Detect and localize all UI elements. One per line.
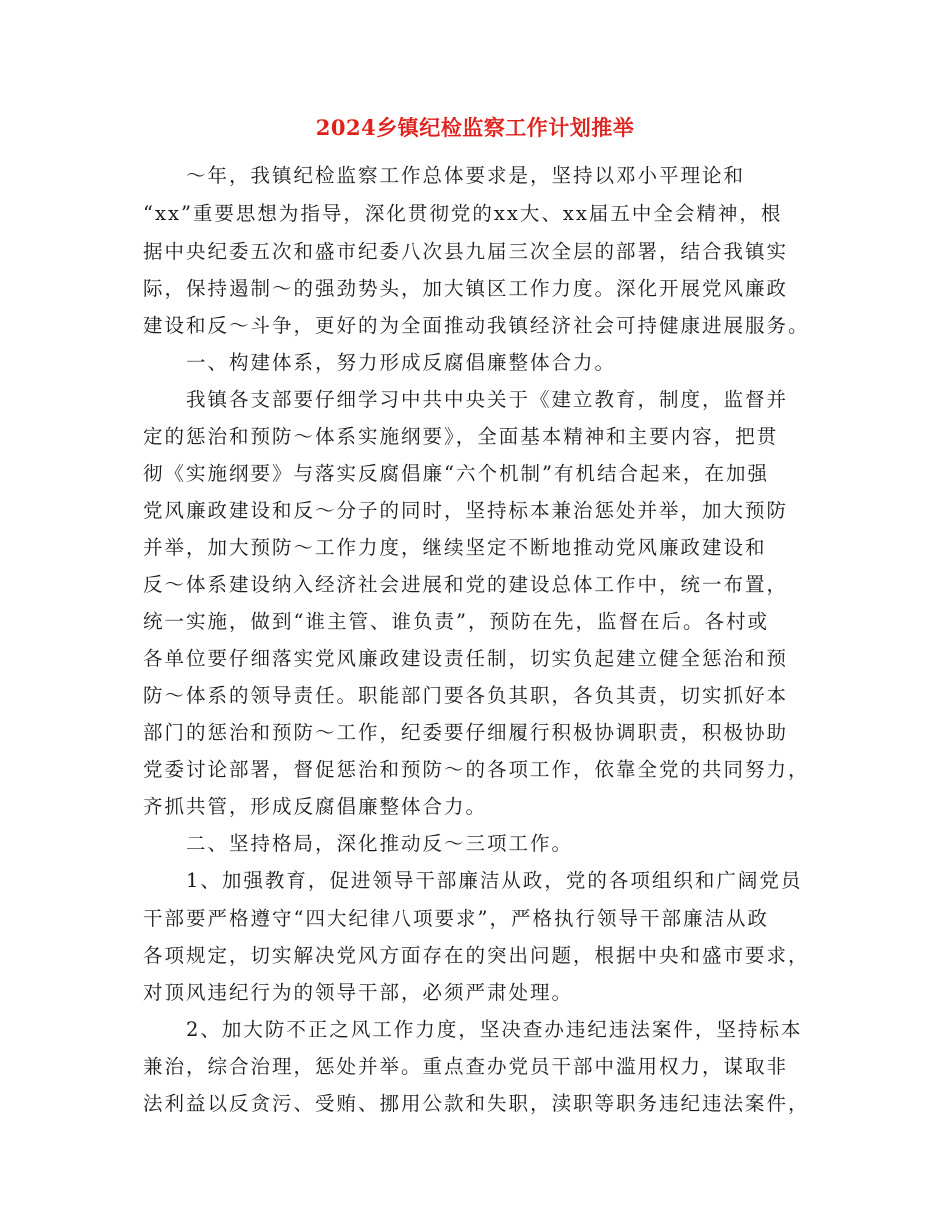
paragraph-line: 党委讨论部署，督促惩治和预防～的各项工作，依靠全党的共同努力， <box>143 758 810 781</box>
paragraph-line: 1、加强教育，促进领导干部廉洁从政，党的各项组织和广阔党员 <box>186 869 803 892</box>
paragraph-line: 2、加大防不正之风工作力度，坚决查办违纪违法案件，坚持标本 <box>186 1018 803 1041</box>
paragraph-line: 兼治，综合治理，惩处并举。重点查办党员干部中滥用权力，谋取非 <box>143 1055 789 1078</box>
paragraph-line: 各单位要仔细落实党风廉政建设责任制，切实负起建立健全惩治和预 <box>143 647 789 670</box>
paragraph-line: 各项规定，切实解决党风方面存在的突出问题，根据中央和盛市要求， <box>143 944 810 967</box>
paragraph-line: 防～体系的领导责任。职能部门要各负其职，各负其责，切实抓好本 <box>143 684 789 707</box>
paragraph-line: 并举，加大预防～工作力度，继续坚定不断地推动党风廉政建设和 <box>143 536 767 559</box>
paragraph-line: 统一实施，做到“谁主管、谁负责”，预防在先，监督在后。各村或 <box>143 610 769 633</box>
paragraph-line: 际，保持遏制～的强劲势头，加大镇区工作力度。深化开展党风廉政 <box>143 277 789 300</box>
paragraph-line: 部门的惩治和预防～工作，纪委要仔细履行积极协调职责，积极协助 <box>143 721 789 744</box>
paragraph-line: 定的惩治和预防～体系实施纲要》，全面基本精神和主要内容，把贯 <box>143 425 779 448</box>
paragraph-line: “xx”重要思想为指导，深化贯彻党的xx大、xx届五中全会精神，根 <box>143 202 783 225</box>
paragraph-line: 党风廉政建设和反～分子的同时，坚持标本兼治惩处并举，加大预防 <box>143 499 789 522</box>
paragraph-line: 我镇各支部要仔细学习中共中央关于《建立教育，制度，监督并 <box>186 388 789 411</box>
paragraph-line: 齐抓共管，形成反腐倡廉整体合力。 <box>143 795 488 818</box>
paragraph-line: 对顶风违纪行为的领导干部，必须严肃处理。 <box>143 981 574 1004</box>
paragraph-line: 据中央纪委五次和盛市纪委八次县九届三次全层的部署，结合我镇实 <box>143 240 789 263</box>
paragraph-line: 反～体系建设纳入经济社会进展和党的建设总体工作中，统一布置， <box>143 573 789 596</box>
section-heading: 二、坚持格局，深化推动反～三项工作。 <box>186 832 574 855</box>
paragraph-line: 彻《实施纲要》与落实反腐倡廉“六个机制”有机结合起来，在加强 <box>143 462 769 485</box>
document-title: 2024乡镇纪检监察工作计划推举 <box>315 115 635 140</box>
paragraph-line: 干部要严格遵守“四大纪律八项要求”，严格执行领导干部廉洁从政 <box>143 907 769 930</box>
paragraph-line: 建设和反～斗争，更好的为全面推动我镇经济社会可持健康进展服务。 <box>143 314 810 337</box>
paragraph-line: ～年，我镇纪检监察工作总体要求是，坚持以邓小平理论和 <box>186 164 746 187</box>
paragraph-line: 法利益以反贪污、受贿、挪用公款和失职，渎职等职务违纪违法案件， <box>143 1092 810 1115</box>
section-heading: 一、构建体系，努力形成反腐倡廉整体合力。 <box>186 351 617 374</box>
